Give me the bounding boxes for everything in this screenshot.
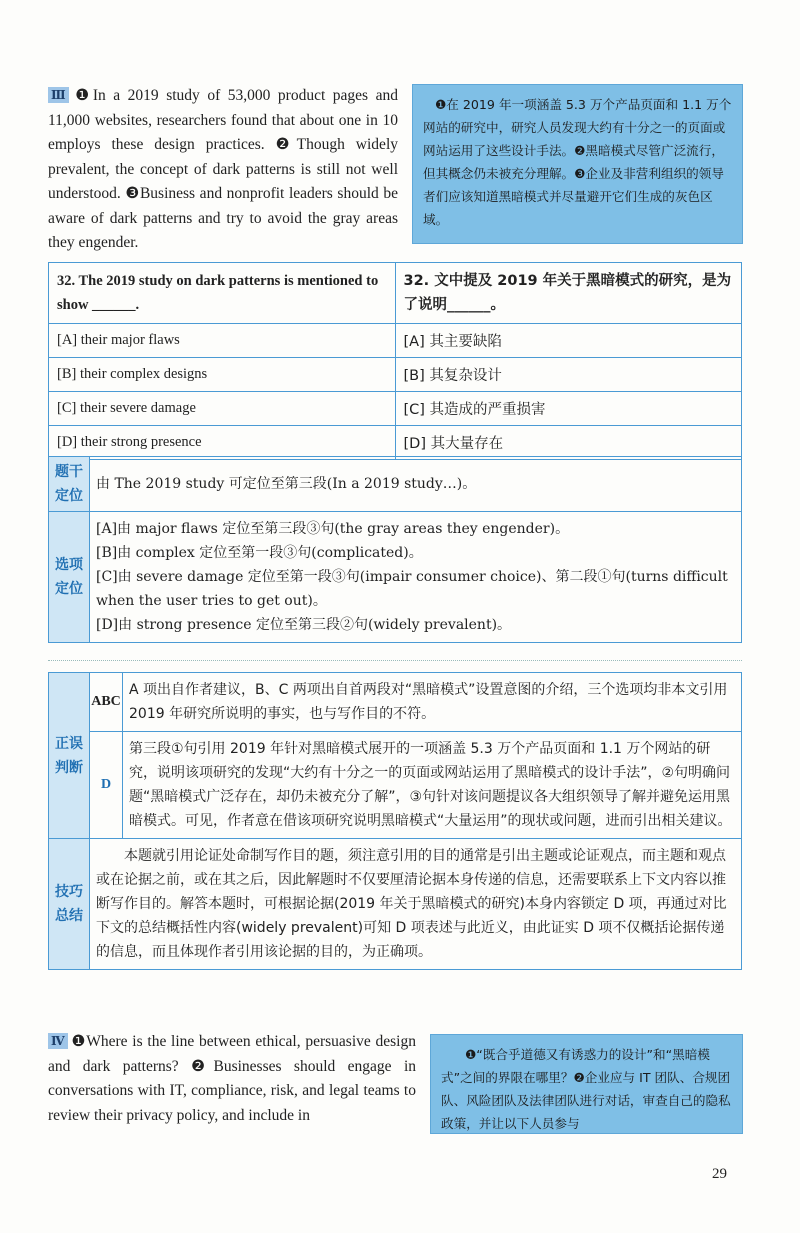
option-b-chinese: [B] 其复杂设计 [395,358,742,392]
judgment-label: 正误判断 [49,673,90,839]
option-locate-lines [90,512,742,643]
question-stem-english: 32. The 2019 study on dark patterns is mentioned to show ______. [49,263,396,324]
stem-locate-label: 题干定位 [49,457,90,512]
paragraph-3-english [48,84,398,256]
stem-locate-text: 由 The 2019 study 可定位至第三段(In a 2019 study…)。 [90,457,742,512]
skill-label: 技巧总结 [49,839,90,970]
paragraph-3-translation-text: ❶在 2019 年一项涵盖 5.3 万个产品页面和 1.1 万个网站的研究中，研究人员发现大约有十分之一的页面或网站运用了这些设计手法。❷黑暗模式尽管广泛流行，但其概念仍未被充分理解。❸企业及非营利组织的领导者们应该知道黑暗模式并尽量避开它们生成的灰色区域。 [423,97,732,227]
d-key: D [90,732,123,839]
paragraph-3-translation [412,84,743,244]
option-locate-c: [C]由 severe damage 定位至第一段③句(impair consumer choice)、第二段①句(turns difficult when the user tries to get out)。 [96,569,728,609]
locate-table [48,456,742,643]
paragraph-4-translation-text: ❶“既合乎道德又有诱惑力的设计”和“黑暗模式”之间的界限在哪里？❷企业应与 IT 团队、合规团队、风险团队及法律团队进行对话，审查自己的隐私政策，并让以下人员参与 [441,1047,731,1131]
question-stem-chinese: 32. 文中提及 2019 年关于黑暗模式的研究，是为了说明______。 [395,263,742,324]
paragraph-4-text: ❶Where is the line between ethical, persuasive design and dark patterns? ❷Businesses should engage in conversations with IT, compliance, risk, and legal teams to review their privacy policy, and include in [48,1033,416,1124]
judgment-table [48,672,742,970]
option-a-chinese: [A] 其主要缺陷 [395,324,742,358]
page-number: 29 [712,1166,727,1182]
option-a-english: [A] their major flaws [49,324,396,358]
d-analysis: 第三段①句引用 2019 年针对黑暗模式展开的一项涵盖 5.3 万个产品页面和 1.1 万个网站的研究，说明该项研究的发现“大约有十分之一的页面或网站运用了黑暗模式的设计手法”，②句明确问题“黑暗模式广泛存在，却仍未被充分了解”，③句针对该问题提议各大组织领导了解并避免运用黑暗模式。可见，作者意在借该项研究说明黑暗模式“大量运用”的现状或问题，进而引出相关建议。 [123,732,742,839]
abc-key: ABC [90,673,123,732]
option-d-chinese: [D] 其大量存在 [395,426,742,460]
option-d-english: [D] their strong presence [49,426,396,460]
skill-summary: 本题就引用论证处命制写作目的题，须注意引用的目的通常是引出主题或论证观点，而主题和观点或在论据之前，或在其之后，因此解题时不仅要厘清论据本身传递的信息，还需要联系上下文内容以推断写作目的。解答本题时，可根据论据(2019 年关于黑暗模式的研究)本身内容锁定 D 项，再通过对比下文的总结概括性内容(widely prevalent)可知 D 项表述与此近义，由此证实 D 项不仅概括论据传递的信息，而且体现作者引用该论据的目的，为正确项。 [90,839,742,970]
abc-analysis: A 项出自作者建议，B、C 两项出自首两段对“黑暗模式”设置意图的介绍，三个选项均非本文引用 2019 年研究所说明的事实，也与写作目的不符。 [123,673,742,732]
option-b-english: [B] their complex designs [49,358,396,392]
option-locate-a: [A]由 major flaws 定位至第三段③句(the gray areas they engender)。 [96,521,570,537]
paragraph-marker: Ⅳ [48,1033,68,1049]
option-c-chinese: [C] 其造成的严重损害 [395,392,742,426]
option-locate-d: [D]由 strong presence 定位至第三段②句(widely prevalent)。 [96,617,512,633]
option-locate-b: [B]由 complex 定位至第一段③句(complicated)。 [96,545,423,561]
question-table [48,262,742,460]
paragraph-3-text: ❶In a 2019 study of 53,000 product pages and 11,000 websites, researchers found that about one in 10 employs these design practices. ❷Though widely prevalent, the concept of dark patterns is still not well understood. ❸Business and nonprofit leaders should be aware of dark patterns and try to avoid the gray areas they engender. [48,87,398,251]
dotted-divider [48,660,742,661]
option-c-english: [C] their severe damage [49,392,396,426]
paragraph-4-translation [430,1034,743,1134]
paragraph-4-english [48,1030,416,1128]
option-locate-label: 选项定位 [49,512,90,643]
paragraph-marker: Ⅲ [48,87,69,103]
